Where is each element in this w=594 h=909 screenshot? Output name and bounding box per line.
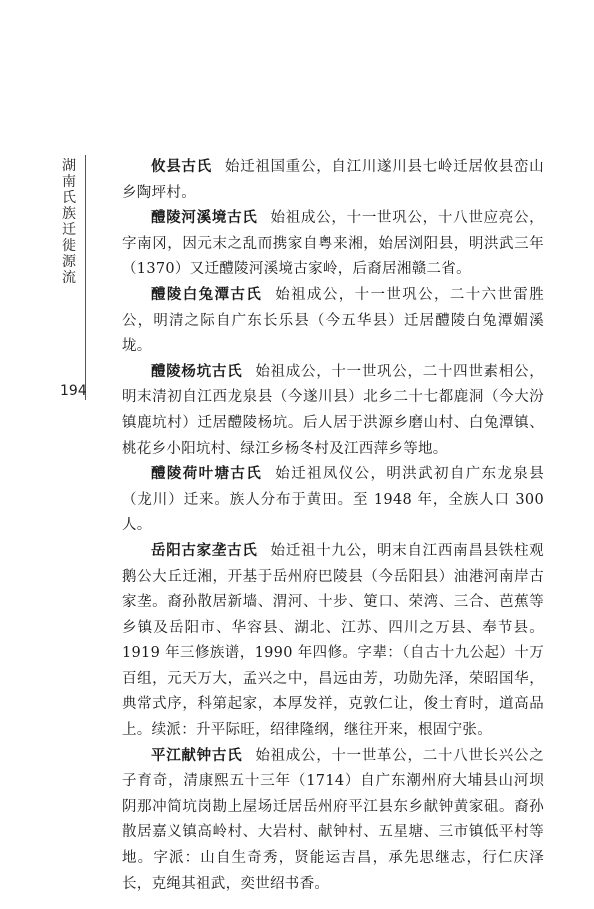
entry	[122, 360, 544, 462]
entry	[122, 744, 544, 898]
entry	[122, 462, 544, 539]
entry-text: 始迁祖十九公，明末自江西南昌县铁柱观鹅公大丘迁湘，开基于岳州府巴陵县（今岳阳县）油港河南岸古家垄。裔孙散居新墙、渭河、十步、筻口、荣湾、三合、芭蕉等乡镇及岳阳市、华容县、湖北、江苏、四川之万县、奉节县。1919 年三修族谱，1990 年四修。字辈：（自古十九公起）十万百组，元天万大，孟兴之中，昌远由芳，功勋先泽，荣昭国华，典常式序，科第起家，本厚发祥，克敦仁让，俊士育时，道高品上。续派：升平际旺，绍律隆纲，继往开来，根固宁张。	[122, 542, 544, 739]
entry-text: 始祖成公，十一世巩公，二十六世雷胜公，明清之际自广东长乐县（今五华县）迁居醴陵白兔潭媚溪垅。	[122, 286, 544, 355]
entry	[122, 539, 544, 744]
entry-heading: 攸县古氏	[151, 159, 212, 175]
entry-text: 始祖成公，十一世巩公，十八世应亮公，字南冈，因元末之乱而携家自粤来湘，始居浏阳县，明洪武三年（1370）又迁醴陵河溪境古家岭，后裔居湘赣二省。	[122, 210, 544, 278]
entry-heading: 醴陵白兔潭古氏	[151, 286, 263, 303]
entry-text: 始迁祖凤仪公，明洪武初自广东龙泉县（龙川）迁来。族人分布于黄田。至 1948 年，全族人口 300 人。	[122, 466, 544, 534]
entry-heading: 平江献钟古氏	[151, 747, 243, 764]
page-body	[122, 155, 544, 897]
entry-heading: 醴陵荷叶塘古氏	[151, 466, 263, 483]
entry-text: 始迁祖国重公，自江川遂川县七岭迁居攸县峦山乡陶坪村。	[122, 159, 544, 201]
entry-text: 始祖成公，十一世革公，二十八世长兴公之子育奇，清康熙五十三年（1714）自广东潮州府大埔县山河坝阴那冲简坑岗勘上屋场迁居岳州府平江县东乡献钟黄家砠。裔孙散居嘉义镇高岭村、大岩村、献钟村、五星塘、三市镇低平村等地。字派：山自生奇秀，贤能运吉昌，承先思继志，行仁庆泽长，克绳其祖武，奕世绍书香。	[122, 747, 544, 892]
entry	[122, 283, 544, 360]
entry-heading: 醴陵杨坑古氏	[151, 363, 243, 380]
page-number: 194	[60, 383, 87, 399]
entry-heading: 岳阳古家垄古氏	[151, 542, 258, 559]
entry	[122, 155, 544, 206]
entry	[122, 206, 544, 283]
running-title: 湖南氏族迁徙源流	[62, 158, 76, 286]
entry-heading: 醴陵河溪境古氏	[151, 210, 258, 227]
entry-text: 始祖成公，十一世巩公，二十四世素相公，明末清初自江西龙泉县（今遂川县）北乡二十七都鹿洞（今大汾镇鹿坑村）迁居醴陵杨坑。后人居于洪源乡磨山村、白兔潭镇、桃花乡小阳坑村、绿江乡杨冬村及江西萍乡等地。	[122, 363, 544, 457]
margin-rule	[85, 155, 86, 400]
